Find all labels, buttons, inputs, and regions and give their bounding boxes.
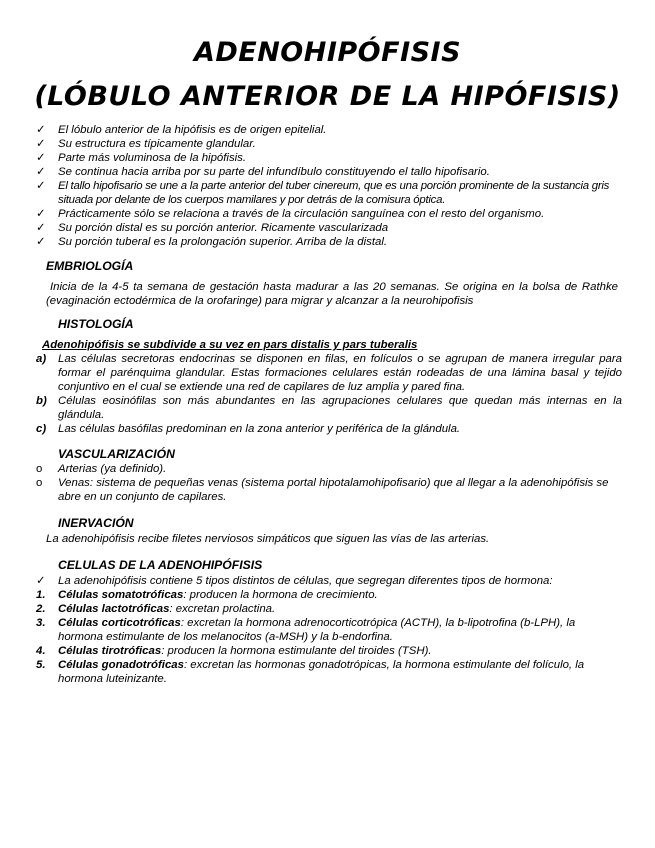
check-icon: ✓ [36, 222, 46, 234]
check-icon: ✓ [36, 166, 46, 178]
check-icon: ✓ [36, 180, 46, 192]
list-item: 3. Células corticotróficas: excretan la hormona adrenocorticotrópica (ACTH), la b-lipotrofina (b-LPH), la hormona estimulante de los melanocitos (a-MSH) y la b-endorfina. [36, 617, 576, 643]
check-icon: ✓ [36, 236, 46, 248]
histologia-list [36, 352, 622, 436]
list-item: a) Las células secretoras endocrinas se disponen en filas, en folículos o se agrupan de manera irregular para formar el parénquima glandular. Estas formaciones celulares están rodeadas de una lámina basal y tejido conjuntivo en el cual se extiende una red de capilares de luz amplia y pared fina. [36, 353, 622, 393]
list-item: ✓ El tallo hipofisario se une a la parte anterior del tuber cinereum, que es una porción prominente de la sustancia gris situada por delante de los cuerpos mamilares y por detrás de la comisura óptica. [36, 180, 610, 206]
list-item: 4. Células tirotróficas: producen la hormona estimulante del tiroides (TSH). [36, 645, 432, 657]
inervacion-heading: INERVACIÓN [58, 516, 134, 530]
check-icon: ✓ [36, 124, 46, 136]
histologia-heading: HISTOLOGÍA [58, 317, 134, 331]
embriologia-heading: EMBRIOLOGÍA [46, 259, 134, 273]
list-item: o Arterias (ya definido). [36, 463, 167, 475]
list-item: 5. Células gonadotróficas: excretan las hormonas gonadotrópicas, la hormona estimulante del folículo, la hormona luteinizante. [36, 659, 585, 685]
celulas-list [36, 574, 622, 686]
list-item: ✓ Parte más voluminosa de la hipófisis. [36, 152, 247, 164]
intro-checklist [36, 123, 622, 249]
circle-bullet-icon: o [36, 463, 43, 475]
list-item: ✓ Su porción tuberal es la prolongación superior. Arriba de la distal. [36, 236, 388, 248]
list-item: 2. Células lactotróficas: excretan prolactina. [36, 603, 276, 615]
vascularizacion-heading: VASCULARIZACIÓN [58, 447, 175, 461]
embriologia-text: Inicia de la 4-5 ta semana de gestación hasta madurar a las 20 semanas. Se origina en la bolsa de Rathke (evaginación ectodérmica de la orofaringe) para migrar y alcanzar a la neurohipofisis [46, 281, 618, 307]
list-item: 1. Células somatotróficas: producen la hormona de crecimiento. [36, 589, 378, 601]
document-title-line-1: ADENOHIPÓFISIS [193, 37, 462, 68]
check-icon: ✓ [36, 208, 46, 220]
list-item: b) Células eosinófilas son más abundantes en las agrupaciones celulares que quedan más internas en la glándula. [36, 395, 622, 421]
check-icon: ✓ [36, 152, 46, 164]
list-item: ✓ Se continua hacia arriba por su parte del infundíbulo constituyendo el tallo hipofisario. [36, 166, 490, 178]
circle-bullet-icon: o [36, 477, 43, 489]
list-item: o Venas: sistema de pequeñas venas (sistema portal hipotalamohipofisario) que al llegar a la adenohipófisis se abre en un conjunto de capilares. [36, 477, 609, 503]
list-item: ✓ Prácticamente sólo se relaciona a través de la circulación sanguínea con el resto del organismo. [36, 208, 545, 220]
check-icon: ✓ [36, 575, 46, 587]
vascularizacion-list [36, 462, 622, 504]
list-item: ✓ La adenohipófisis contiene 5 tipos distintos de células, que segregan diferentes tipos de hormona: [36, 575, 553, 587]
check-icon: ✓ [36, 138, 46, 150]
histologia-subheading: Adenohipófisis se subdivide a su vez en pars distalis y pars tuberalis [42, 339, 418, 351]
list-item: ✓ Su estructura es típicamente glandular. [36, 138, 256, 150]
list-item: ✓ El lóbulo anterior de la hipófisis es de origen epitelial. [36, 124, 327, 136]
list-item: ✓ Su porción distal es su porción anterior. Ricamente vascularizada [36, 222, 389, 234]
document-title-line-2: (LÓBULO ANTERIOR DE LA HIPÓFISIS) [34, 81, 621, 112]
inervacion-text: La adenohipófisis recibe filetes nerviosos simpáticos que siguen las vías de las arterias. [46, 533, 490, 545]
list-item: c) Las células basófilas predominan en la zona anterior y periférica de la glándula. [36, 423, 461, 435]
celulas-heading: CELULAS DE LA ADENOHIPÓFISIS [58, 558, 263, 572]
